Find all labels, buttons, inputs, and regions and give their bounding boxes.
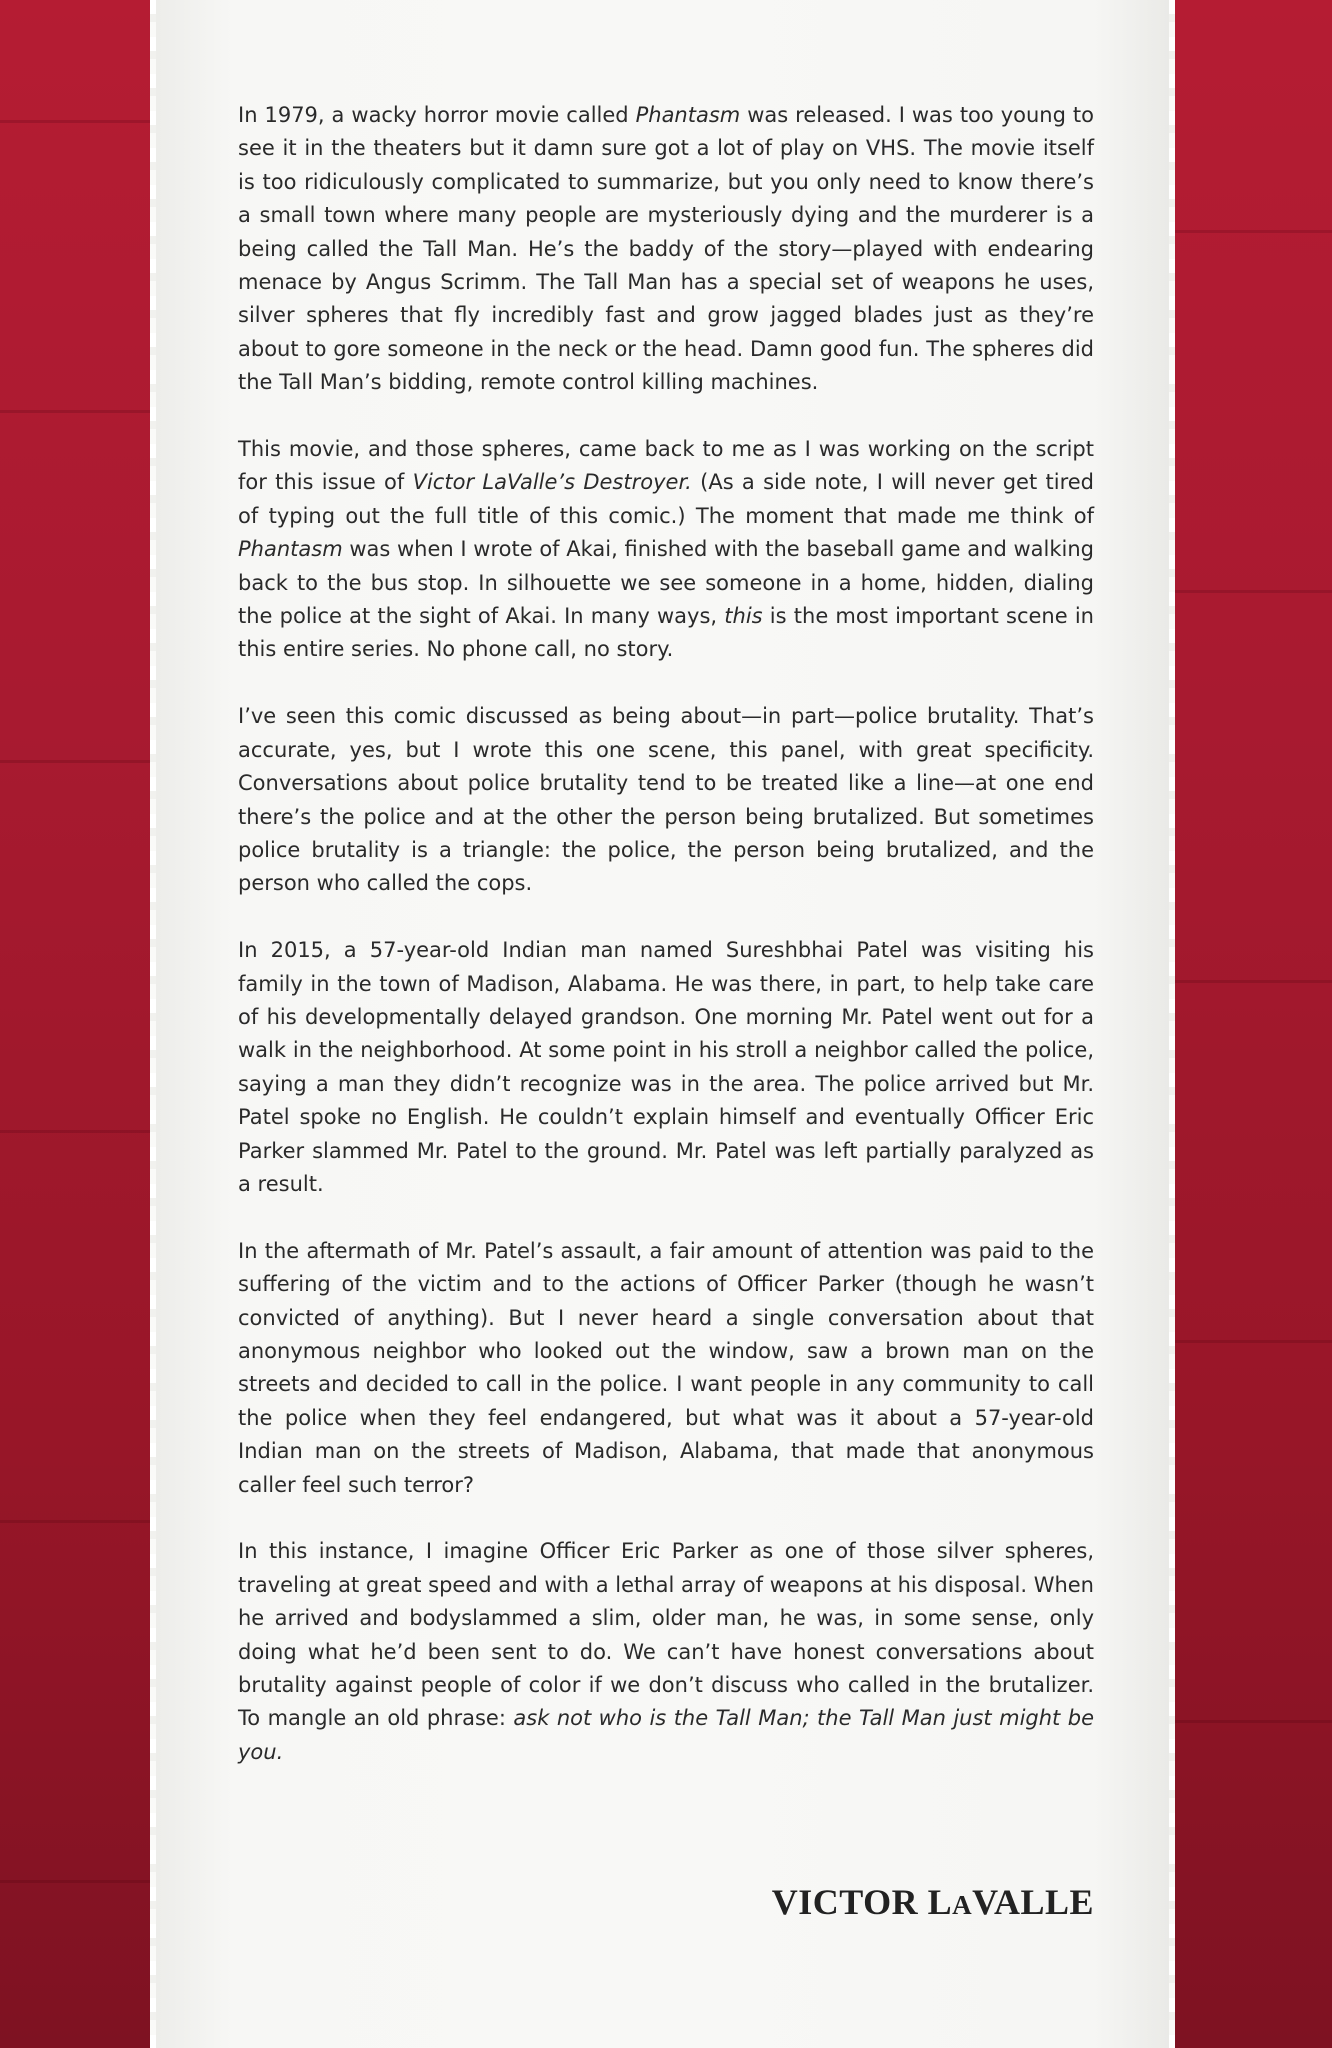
signature-surname-rest: VALLE	[972, 1882, 1094, 1922]
texture-streak	[1175, 230, 1332, 233]
author-signature	[772, 1881, 1094, 1923]
essay-text: was when I wrote of Akai, finished with the baseball game and walking back to the bus stop. In silhouette we see someone in a home, hidden, dialing the police at the sight of Akai. In many ways,	[238, 537, 1094, 629]
left-red-border	[0, 0, 150, 2048]
texture-streak	[0, 760, 150, 763]
paper-torn-edge-left	[150, 0, 156, 2048]
essay-paragraph-2	[238, 433, 1094, 667]
essay-body	[238, 99, 1094, 1803]
texture-streak	[0, 1880, 150, 1883]
texture-streak	[1175, 590, 1332, 593]
texture-streak	[1175, 1340, 1332, 1343]
essay-text: In this instance, I imagine Officer Eric Parker as one of those silver spheres, traveling at great speed and with a lethal array of weapons at his disposal. When he arrived and bodyslammed a slim, older man, he was, in some sense, only doing what he’d been sent to do. We can’t have honest conversations about brutality against people of color if we don’t discuss who called in the brutalizer. To mangle an old phrase:	[238, 1539, 1094, 1731]
essay-text: is the most important scene in this entire series. No phone call, no story.	[238, 604, 1094, 662]
texture-streak	[0, 1520, 150, 1523]
essay-paragraph-5: In the aftermath of Mr. Patel’s assault, a fair amount of attention was paid to the suffering of the victim and to the actions of Officer Parker (though he wasn’t convicted of anything). But I never heard a single conversation about that anonymous neighbor who looked out the window, saw a brown man on the streets and decided to call in the police. I want people in any community to call the police when they feel endangered, but what was it about a 57-year-old Indian man on the streets of Madison, Alabama, that made that anonymous caller feel such terror?	[238, 1238, 1094, 1497]
essay-italic-title: Phantasm	[238, 537, 343, 562]
essay-paragraph-3: I’ve seen this comic discussed as being about—in part—police brutality. That’s accurate, yes, but I wrote this one scene, this panel, with great specificity. Conversations about police brutality tend to be treated like a line—at one end there’s the police and at the other the person being brutalized. But sometimes police brutality is a triangle: the police, the person being brutalized, and the person who called the cops.	[238, 704, 1094, 896]
essay-text: (As a side note, I will never get tired of typing out the full title of this comic.) The moment that made me think of	[238, 470, 1095, 528]
essay-paragraph-1	[238, 99, 1094, 400]
signature-first-name: VICTOR	[771, 1882, 919, 1922]
texture-streak	[1175, 980, 1332, 983]
right-red-border	[1175, 0, 1332, 2048]
essay-italic-title: Phantasm	[635, 103, 741, 127]
signature-surname-a: A	[952, 1890, 973, 1920]
texture-streak	[1175, 1720, 1332, 1723]
essay-text: This movie, and those spheres, came back to me as I was working on the script for this issue of	[238, 437, 1094, 495]
texture-streak	[0, 120, 150, 123]
essay-paragraph-4: In 2015, a 57-year-old Indian man named Sureshbhai Patel was visiting his family in the town of Madison, Alabama. He was there, in part, to help take care of his developmentally delayed grandson. One morning Mr. Patel went out for a walk in the neighborhood. At some point in his stroll a neighbor called the police, saying a man they didn’t recognize was in the area. The police arrived but Mr. Patel spoke no English. He couldn’t explain himself and eventually Officer Eric Parker slammed Mr. Patel to the ground. Mr. Patel was left partially paralyzed as a result.	[238, 938, 1094, 1196]
essay-text: was released. I was too young to see it in the theaters but it damn sure got a lot of play on VHS. The movie itself is too ridiculously complicated to summarize, but you only need to know there’s a small town where many people are mysteriously dying and the murderer is a being called the Tall Man. He’s the baddy of the story—played with endearing menace by Angus Scrimm. The Tall Man has a special set of weapons he uses, silver spheres that fly incredibly fast and grow jagged blades just as they’re about to gore someone in the neck or the head. Damn good fun. The spheres did the Tall Man’s bidding, remote control killing machines.	[238, 103, 1094, 395]
signature-surname-l: L	[927, 1882, 953, 1922]
paper-torn-edge-right	[1169, 0, 1175, 2048]
essay-italic-closing: ask not who is the Tall Man; the Tall Man just might be you.	[238, 1706, 1094, 1764]
essay-text: In 1979, a wacky horror movie called	[238, 103, 636, 127]
essay-italic-emphasis: this	[724, 604, 763, 629]
essay-italic-title: Victor LaValle’s Destroyer.	[412, 470, 692, 495]
essay-paragraph-6	[238, 1535, 1094, 1769]
texture-streak	[0, 410, 150, 413]
texture-streak	[0, 1130, 150, 1133]
